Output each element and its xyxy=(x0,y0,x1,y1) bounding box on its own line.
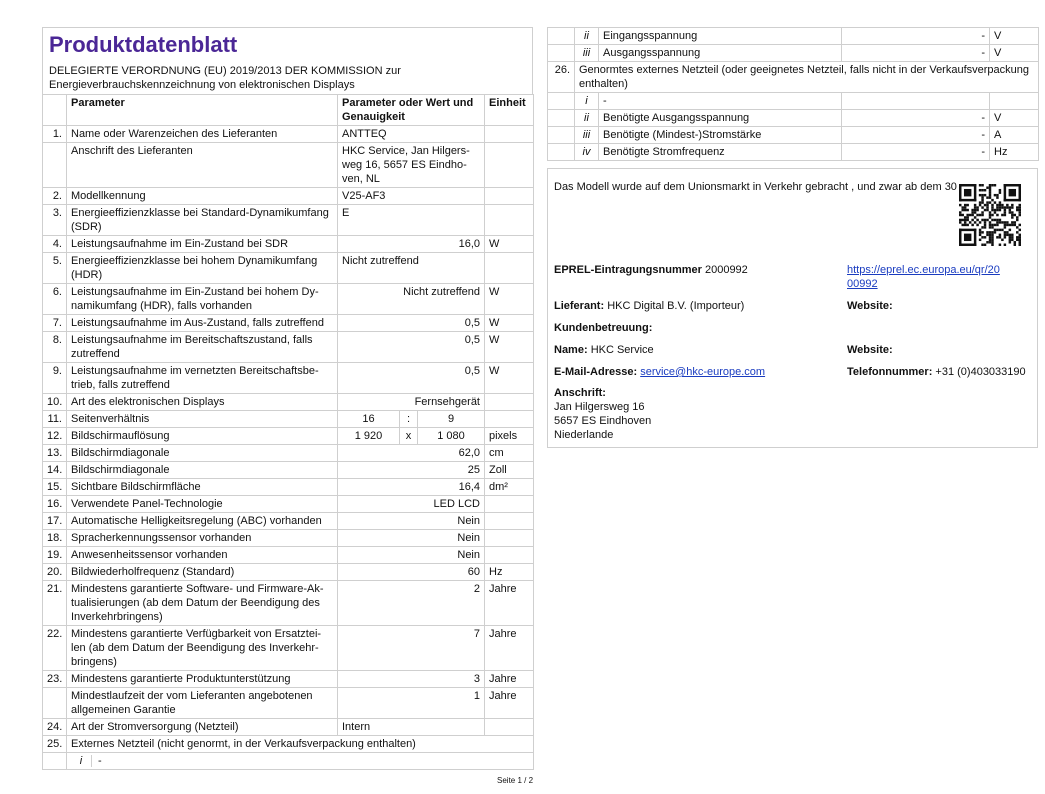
row-parameter: - xyxy=(599,93,842,110)
eprel-row xyxy=(554,263,748,277)
row-value: LED LCD xyxy=(338,496,485,513)
row-parameter: Verwendete Panel-Technologie xyxy=(67,496,338,513)
power-supply-table xyxy=(547,27,1039,161)
table-row xyxy=(43,205,534,236)
email-label: E-Mail-Adresse: xyxy=(554,366,638,378)
sub-index: i xyxy=(79,755,83,767)
row-value: Fernsehgerät xyxy=(338,394,485,411)
table-header-row xyxy=(43,95,534,126)
row-value: ANTTEQ xyxy=(338,126,485,143)
row-value: - xyxy=(842,45,990,62)
row-value: 0,5 xyxy=(338,332,485,363)
name-row xyxy=(554,343,654,357)
table-row xyxy=(548,28,1039,45)
row-value-separator: : xyxy=(400,411,418,428)
table-row xyxy=(43,284,534,315)
table-row xyxy=(43,547,534,564)
address-line-1: Jan Hilgersweg 16 xyxy=(554,401,645,413)
row-parameter: Art des elektronischen Displays xyxy=(67,394,338,411)
row-value: Intern xyxy=(338,719,485,736)
address-line-2: 5657 ES Eindhoven xyxy=(554,415,652,427)
row-number: 12. xyxy=(43,428,67,445)
row-parameter: Leistungsaufnahme im Ein-Zustand bei hohem Dy-namikumfang (HDR), falls vorhanden xyxy=(67,284,338,315)
row-parameter: Energieeffizienzklasse bei hohem Dynamikumfang (HDR) xyxy=(67,253,338,284)
eprel-link[interactable] xyxy=(847,263,1000,291)
row-unit xyxy=(485,411,534,428)
title-box xyxy=(42,27,533,94)
row-value: 2 xyxy=(338,581,485,626)
row-number: 14. xyxy=(43,462,67,479)
row-value: E xyxy=(338,205,485,236)
row-parameter: Name oder Warenzeichen des Lieferanten xyxy=(67,126,338,143)
row-index: iii xyxy=(575,127,599,144)
row-parameter: Energieeffizienzklasse bei Standard-Dynamikumfang (SDR) xyxy=(67,205,338,236)
row-parameter: Bildschirmauflösung xyxy=(67,428,338,445)
table-row xyxy=(43,236,534,253)
parameter-table xyxy=(42,94,534,770)
row-value: - xyxy=(842,28,990,45)
phone-label: Telefonnummer: xyxy=(847,366,933,378)
table-row xyxy=(548,144,1039,161)
row-value: - xyxy=(842,110,990,127)
row-value: Nein xyxy=(338,530,485,547)
row-number: 3. xyxy=(43,205,67,236)
row-parameter: Mindestens garantierte Produktunterstützung xyxy=(67,671,338,688)
row-unit: A xyxy=(990,127,1039,144)
row-number: 10. xyxy=(43,394,67,411)
row-parameter: Spracherkennungssensor vorhanden xyxy=(67,530,338,547)
row-unit: Jahre xyxy=(485,626,534,671)
eprel-link-line2: 00992 xyxy=(847,278,878,290)
row-unit xyxy=(485,205,534,236)
row-number: 18. xyxy=(43,530,67,547)
table-row xyxy=(43,688,534,719)
row-value: - xyxy=(842,144,990,161)
row-number xyxy=(548,110,575,127)
row-value: 1 xyxy=(338,688,485,719)
table-row xyxy=(43,479,534,496)
row-number: 26. xyxy=(548,62,575,93)
phone-row xyxy=(847,365,1026,379)
table-row xyxy=(43,581,534,626)
table-row xyxy=(43,564,534,581)
eprel-link-line1: https://eprel.ec.europa.eu/qr/20 xyxy=(847,264,1000,276)
header-unit: Einheit xyxy=(485,95,534,126)
row-unit: V xyxy=(990,28,1039,45)
row-number: 6. xyxy=(43,284,67,315)
row-parameter: Bildwiederholfrequenz (Standard) xyxy=(67,564,338,581)
row-number: 17. xyxy=(43,513,67,530)
table-row xyxy=(43,626,534,671)
table-row xyxy=(548,110,1039,127)
row-number xyxy=(43,143,67,188)
supplier-value: HKC Digital B.V. (Importeur) xyxy=(607,300,745,312)
supplier-row xyxy=(554,299,744,313)
row-parameter: Benötigte Stromfrequenz xyxy=(599,144,842,161)
row-number: 15. xyxy=(43,479,67,496)
table-row xyxy=(43,332,534,363)
row-unit: V xyxy=(990,45,1039,62)
row-unit: W xyxy=(485,236,534,253)
row-parameter: Anwesenheitssensor vorhanden xyxy=(67,547,338,564)
row-parameter: Bildschirmdiagonale xyxy=(67,445,338,462)
row-parameter: Genormtes externes Netzteil (oder geeignetes Netzteil, falls nicht in der Verkaufsverpackung enthalten) xyxy=(575,62,1039,93)
row-value: Nicht zutreffend xyxy=(338,284,485,315)
row-parameter: Seitenverhältnis xyxy=(67,411,338,428)
row-unit xyxy=(485,513,534,530)
table-row xyxy=(43,462,534,479)
row-number: 2. xyxy=(43,188,67,205)
row-unit: Jahre xyxy=(485,671,534,688)
page-footer: Seite 1 / 2 xyxy=(497,776,534,785)
row-value: HKC Service, Jan Hilgers-weg 16, 5657 ES Eindho-ven, NL xyxy=(338,143,485,188)
row-unit xyxy=(485,547,534,564)
table-row xyxy=(43,719,534,736)
row-value: 62,0 xyxy=(338,445,485,462)
row-unit xyxy=(990,93,1039,110)
sub-dash: - xyxy=(91,755,102,767)
row-index: ii xyxy=(575,28,599,45)
table-row xyxy=(43,445,534,462)
eprel-value: 2000992 xyxy=(704,264,748,276)
row-number: 21. xyxy=(43,581,67,626)
name-label: Name: xyxy=(554,344,588,356)
row-number xyxy=(43,753,67,770)
row-number xyxy=(548,144,575,161)
address-line-3: Niederlande xyxy=(554,429,614,441)
address-label: Anschrift: xyxy=(554,387,606,399)
row-value: 3 xyxy=(338,671,485,688)
row-number: 16. xyxy=(43,496,67,513)
table-row xyxy=(43,315,534,332)
row-number: 25. xyxy=(43,736,67,753)
row-value: - xyxy=(842,127,990,144)
table-row xyxy=(43,143,534,188)
row-parameter: Leistungsaufnahme im Bereitschaftszustand, falls zutreffend xyxy=(67,332,338,363)
row-number: 19. xyxy=(43,547,67,564)
row-parameter: Benötigte (Mindest-)Stromstärke xyxy=(599,127,842,144)
phone-value: +31 (0)403033190 xyxy=(935,366,1026,378)
table-row xyxy=(548,62,1039,93)
row-parameter: Eingangsspannung xyxy=(599,28,842,45)
table-row xyxy=(548,93,1039,110)
table-row xyxy=(43,253,534,284)
row-parameter: Mindestens garantierte Software- und Firmware-Ak-tualisierungen (ab dem Datum der Beendigung des Inverkehrbringens) xyxy=(67,581,338,626)
header-parameter: Parameter xyxy=(67,95,338,126)
table-row xyxy=(43,428,534,445)
row-unit: W xyxy=(485,284,534,315)
row-value-2: 1 080 xyxy=(418,428,485,445)
qr-code-icon xyxy=(959,183,1021,247)
row-parameter: Modellkennung xyxy=(67,188,338,205)
row-number: 4. xyxy=(43,236,67,253)
row-value: 16,4 xyxy=(338,479,485,496)
row-value-1: 1 920 xyxy=(338,428,400,445)
row-number xyxy=(548,45,575,62)
row-index: ii xyxy=(575,110,599,127)
row-number: 1. xyxy=(43,126,67,143)
row-number xyxy=(548,28,575,45)
row-value: 7 xyxy=(338,626,485,671)
row-value-1: 16 xyxy=(338,411,400,428)
row-unit: Zoll xyxy=(485,462,534,479)
website-label-1: Website: xyxy=(847,300,893,312)
row-parameter: Leistungsaufnahme im Aus-Zustand, falls zutreffend xyxy=(67,315,338,332)
row-unit xyxy=(485,126,534,143)
address-block xyxy=(554,386,651,442)
website-label-2: Website: xyxy=(847,344,893,356)
product-datasheet-left xyxy=(42,27,533,770)
row-unit xyxy=(485,143,534,188)
row-parameter: Art der Stromversorgung (Netzteil) xyxy=(67,719,338,736)
row-value-separator: x xyxy=(400,428,418,445)
market-text: Das Modell wurde auf dem Unionsmarkt in Verkehr gebracht , und zwar ab dem 30 xyxy=(554,181,957,193)
row-value-2: 9 xyxy=(418,411,485,428)
row-number: 7. xyxy=(43,315,67,332)
table-row xyxy=(43,126,534,143)
table-row xyxy=(43,671,534,688)
row-value: Nicht zutreffend xyxy=(338,253,485,284)
table-row xyxy=(548,45,1039,62)
row-value: Nein xyxy=(338,513,485,530)
row-unit: Jahre xyxy=(485,581,534,626)
row-value: V25-AF3 xyxy=(338,188,485,205)
table-row xyxy=(43,496,534,513)
row-index: i xyxy=(575,93,599,110)
row-parameter: Benötigte Ausgangsspannung xyxy=(599,110,842,127)
row-parameter: Leistungsaufnahme im vernetzten Bereitschaftsbe-trieb, falls zutreffend xyxy=(67,363,338,394)
row-number: 8. xyxy=(43,332,67,363)
row-parameter: Anschrift des Lieferanten xyxy=(67,143,338,188)
row-number: 23. xyxy=(43,671,67,688)
email-row xyxy=(554,365,765,379)
row-unit: pixels xyxy=(485,428,534,445)
info-box xyxy=(547,168,1038,448)
row-index: iv xyxy=(575,144,599,161)
regulation-text: DELEGIERTE VERORDNUNG (EU) 2019/2013 DER KOMMISSION zur Energieverbrauchskennzeichnung von elektronischen Displays xyxy=(49,65,401,91)
table-row xyxy=(43,394,534,411)
row-unit: W xyxy=(485,315,534,332)
table-row xyxy=(548,127,1039,144)
row-parameter: Sichtbare Bildschirmfläche xyxy=(67,479,338,496)
row-number: 5. xyxy=(43,253,67,284)
row-value: 60 xyxy=(338,564,485,581)
header-value: Parameter oder Wert und Genauigkeit xyxy=(338,95,485,126)
row-number: 22. xyxy=(43,626,67,671)
row-number: 13. xyxy=(43,445,67,462)
row-value xyxy=(842,93,990,110)
row-number: 9. xyxy=(43,363,67,394)
table-row xyxy=(43,411,534,428)
row-unit: W xyxy=(485,332,534,363)
row-parameter: Bildschirmdiagonale xyxy=(67,462,338,479)
email-link[interactable]: service@hkc-europe.com xyxy=(640,366,766,378)
row-unit xyxy=(485,719,534,736)
row-number xyxy=(548,127,575,144)
page-title: Produktdatenblatt xyxy=(49,32,238,57)
row-unit xyxy=(485,188,534,205)
table-row xyxy=(43,363,534,394)
row-value: 16,0 xyxy=(338,236,485,253)
row-number: 24. xyxy=(43,719,67,736)
row-unit: V xyxy=(990,110,1039,127)
row-unit: W xyxy=(485,363,534,394)
row-number xyxy=(43,688,67,719)
row-unit: Hz xyxy=(485,564,534,581)
table-row xyxy=(43,753,534,770)
row-value: 25 xyxy=(338,462,485,479)
table-row xyxy=(43,736,534,753)
row-unit xyxy=(485,530,534,547)
row-number: 11. xyxy=(43,411,67,428)
row-unit xyxy=(485,253,534,284)
row-value: Nein xyxy=(338,547,485,564)
row-parameter: Mindestens garantierte Verfügbarkeit von Ersatztei-len (ab dem Datum der Beendigung des Inverkehr-bringens) xyxy=(67,626,338,671)
row-number: 20. xyxy=(43,564,67,581)
support-label: Kundenbetreuung: xyxy=(554,322,653,334)
row-number xyxy=(548,93,575,110)
row-sub xyxy=(67,753,534,770)
row-parameter: Ausgangsspannung xyxy=(599,45,842,62)
table-row xyxy=(43,188,534,205)
row-parameter: Externes Netzteil (nicht genormt, in der Verkaufsverpackung enthalten) xyxy=(67,736,534,753)
row-value: 0,5 xyxy=(338,315,485,332)
row-parameter: Automatische Helligkeitsregelung (ABC) vorhanden xyxy=(67,513,338,530)
row-unit: Jahre xyxy=(485,688,534,719)
table-row xyxy=(43,530,534,547)
table-row xyxy=(43,513,534,530)
row-unit xyxy=(485,496,534,513)
row-unit: dm² xyxy=(485,479,534,496)
supplier-label: Lieferant: xyxy=(554,300,605,312)
row-value: 0,5 xyxy=(338,363,485,394)
row-index: iii xyxy=(575,45,599,62)
row-parameter: Mindestlaufzeit der vom Lieferanten angebotenen allgemeinen Garantie xyxy=(67,688,338,719)
row-parameter: Leistungsaufnahme im Ein-Zustand bei SDR xyxy=(67,236,338,253)
row-unit: Hz xyxy=(990,144,1039,161)
header-num xyxy=(43,95,67,126)
eprel-label: EPREL-Eintragungsnummer xyxy=(554,264,702,276)
row-unit xyxy=(485,394,534,411)
product-datasheet-right xyxy=(547,27,1038,161)
row-unit: cm xyxy=(485,445,534,462)
name-value: HKC Service xyxy=(590,344,654,356)
